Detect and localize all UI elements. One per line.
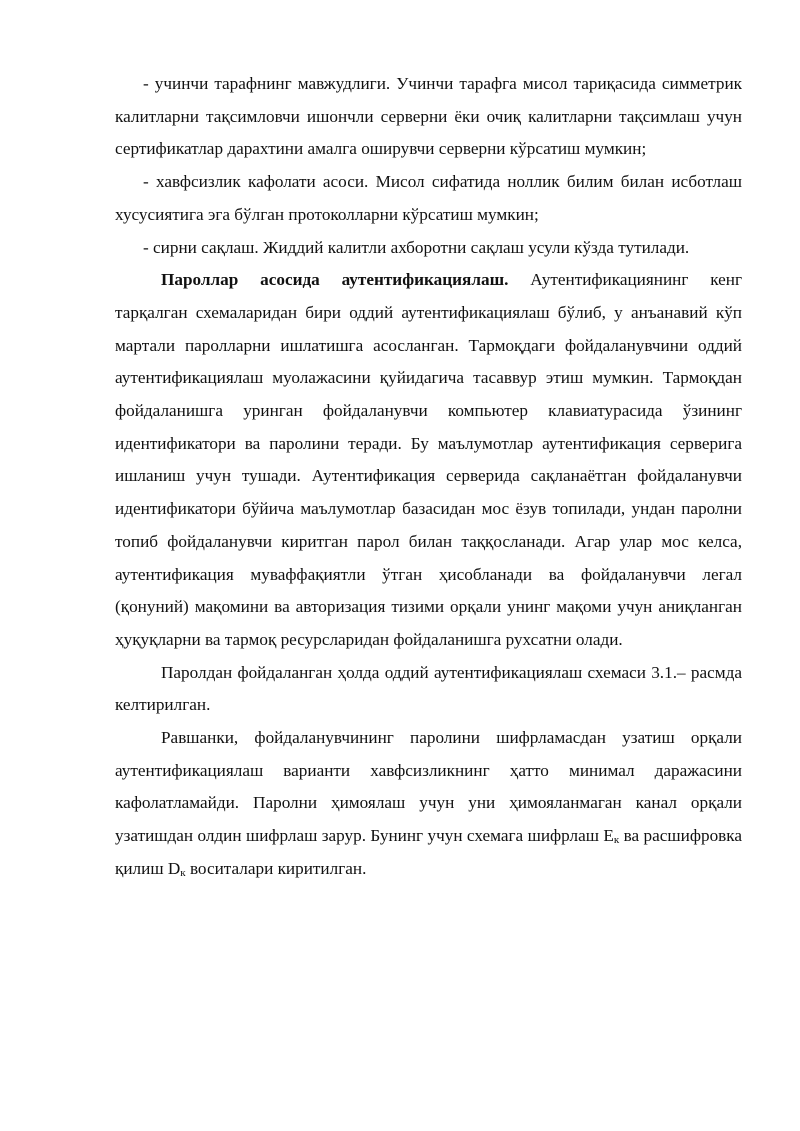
paragraph-scheme-reference: Паролдан фойдаланган ҳолда оддий аутентификациялаш схемаси 3.1.– расмда келтирилган. (115, 662, 742, 715)
password-auth-body: Аутентификациянинг кенг тарқалган схемаларидан бири оддий аутентификациялаш бўлиб, у анъанавий кўп мартали паролларни ишлатишга асосланган. Тармоқдаги фойдаланувчини оддий аутентификациялаш муолажасини қуйидагича тасаввур этиш мумкин. Тармоқдан фойдаланишга уринган фойдаланувчи компьютер клавиатурасида ўзининг идентификатори ва паролини теради. Бу маълумотлар аутентификация серверига ишланиш учун тушади. Аутентификация серверида сақланаётган фойдаланувчи идентификатори бўйича маълумотлар базасидан мос ёзув топилади, ундан паролни топиб фойдаланувчи киритган парол билан таққосланади. Агар улар мос келса, аутентификация муваффақиятли ўтган ҳисобланади ва фойдаланувчи легал (қонуний) мақомини ва авторизация тизими орқали унинг мақоми учун аниқланган ҳуқуқларни ва тармоқ ресурсларидан фойдаланишга рухсатни олади. (115, 270, 743, 649)
document-page (115, 68, 742, 886)
decrypt-symbol: D (167, 858, 181, 878)
paragraph-password-authentication (115, 264, 742, 656)
encryption-tail: воситалари киритилган. (189, 858, 367, 878)
paragraph-encryption (115, 722, 742, 886)
connector-text: ва расшифровка қилиш (115, 826, 742, 878)
encryption-text: Равшанки, фойдаланувчининг паролини шифрламасдан узатиш орқали аутентификациялаш варианти хавфсизликнинг ҳатто минимал даражасини кафолатламайди. Паролни ҳимоялаш учун уни ҳимояланмаган канал орқали узатишдан олдин шифрлаш зарур. Бунинг учун схемага шифрлаш (115, 728, 742, 846)
section-heading-password-auth: Пароллар асосида аутентификациялаш. (161, 270, 509, 290)
list-item-third-party: - учинчи тарафнинг мавжудлиги. Учинчи тарафга мисол тариқасида симметрик калитларни тақсимловчи ишончли серверни ёки очиқ калитларни тақсимлаш учун сертификатлар дарахтини амалга оширувчи серверни кўрсатиш мумкин; (115, 74, 742, 159)
encrypt-subscript: к (613, 834, 620, 847)
list-item-security-guarantee: - хавфсизлик кафолати асоси. Мисол сифатида ноллик билим билан исботлаш хусусиятига эга бўлган протоколларни кўрсатиш мумкин; (115, 172, 742, 224)
list-item-secret-keeping: - сирни сақлаш. Жиддий калитли ахборотни сақлаш усули кўзда тутилади. (143, 237, 690, 257)
decrypt-subscript: к (180, 866, 186, 879)
encrypt-symbol: E (603, 826, 614, 846)
